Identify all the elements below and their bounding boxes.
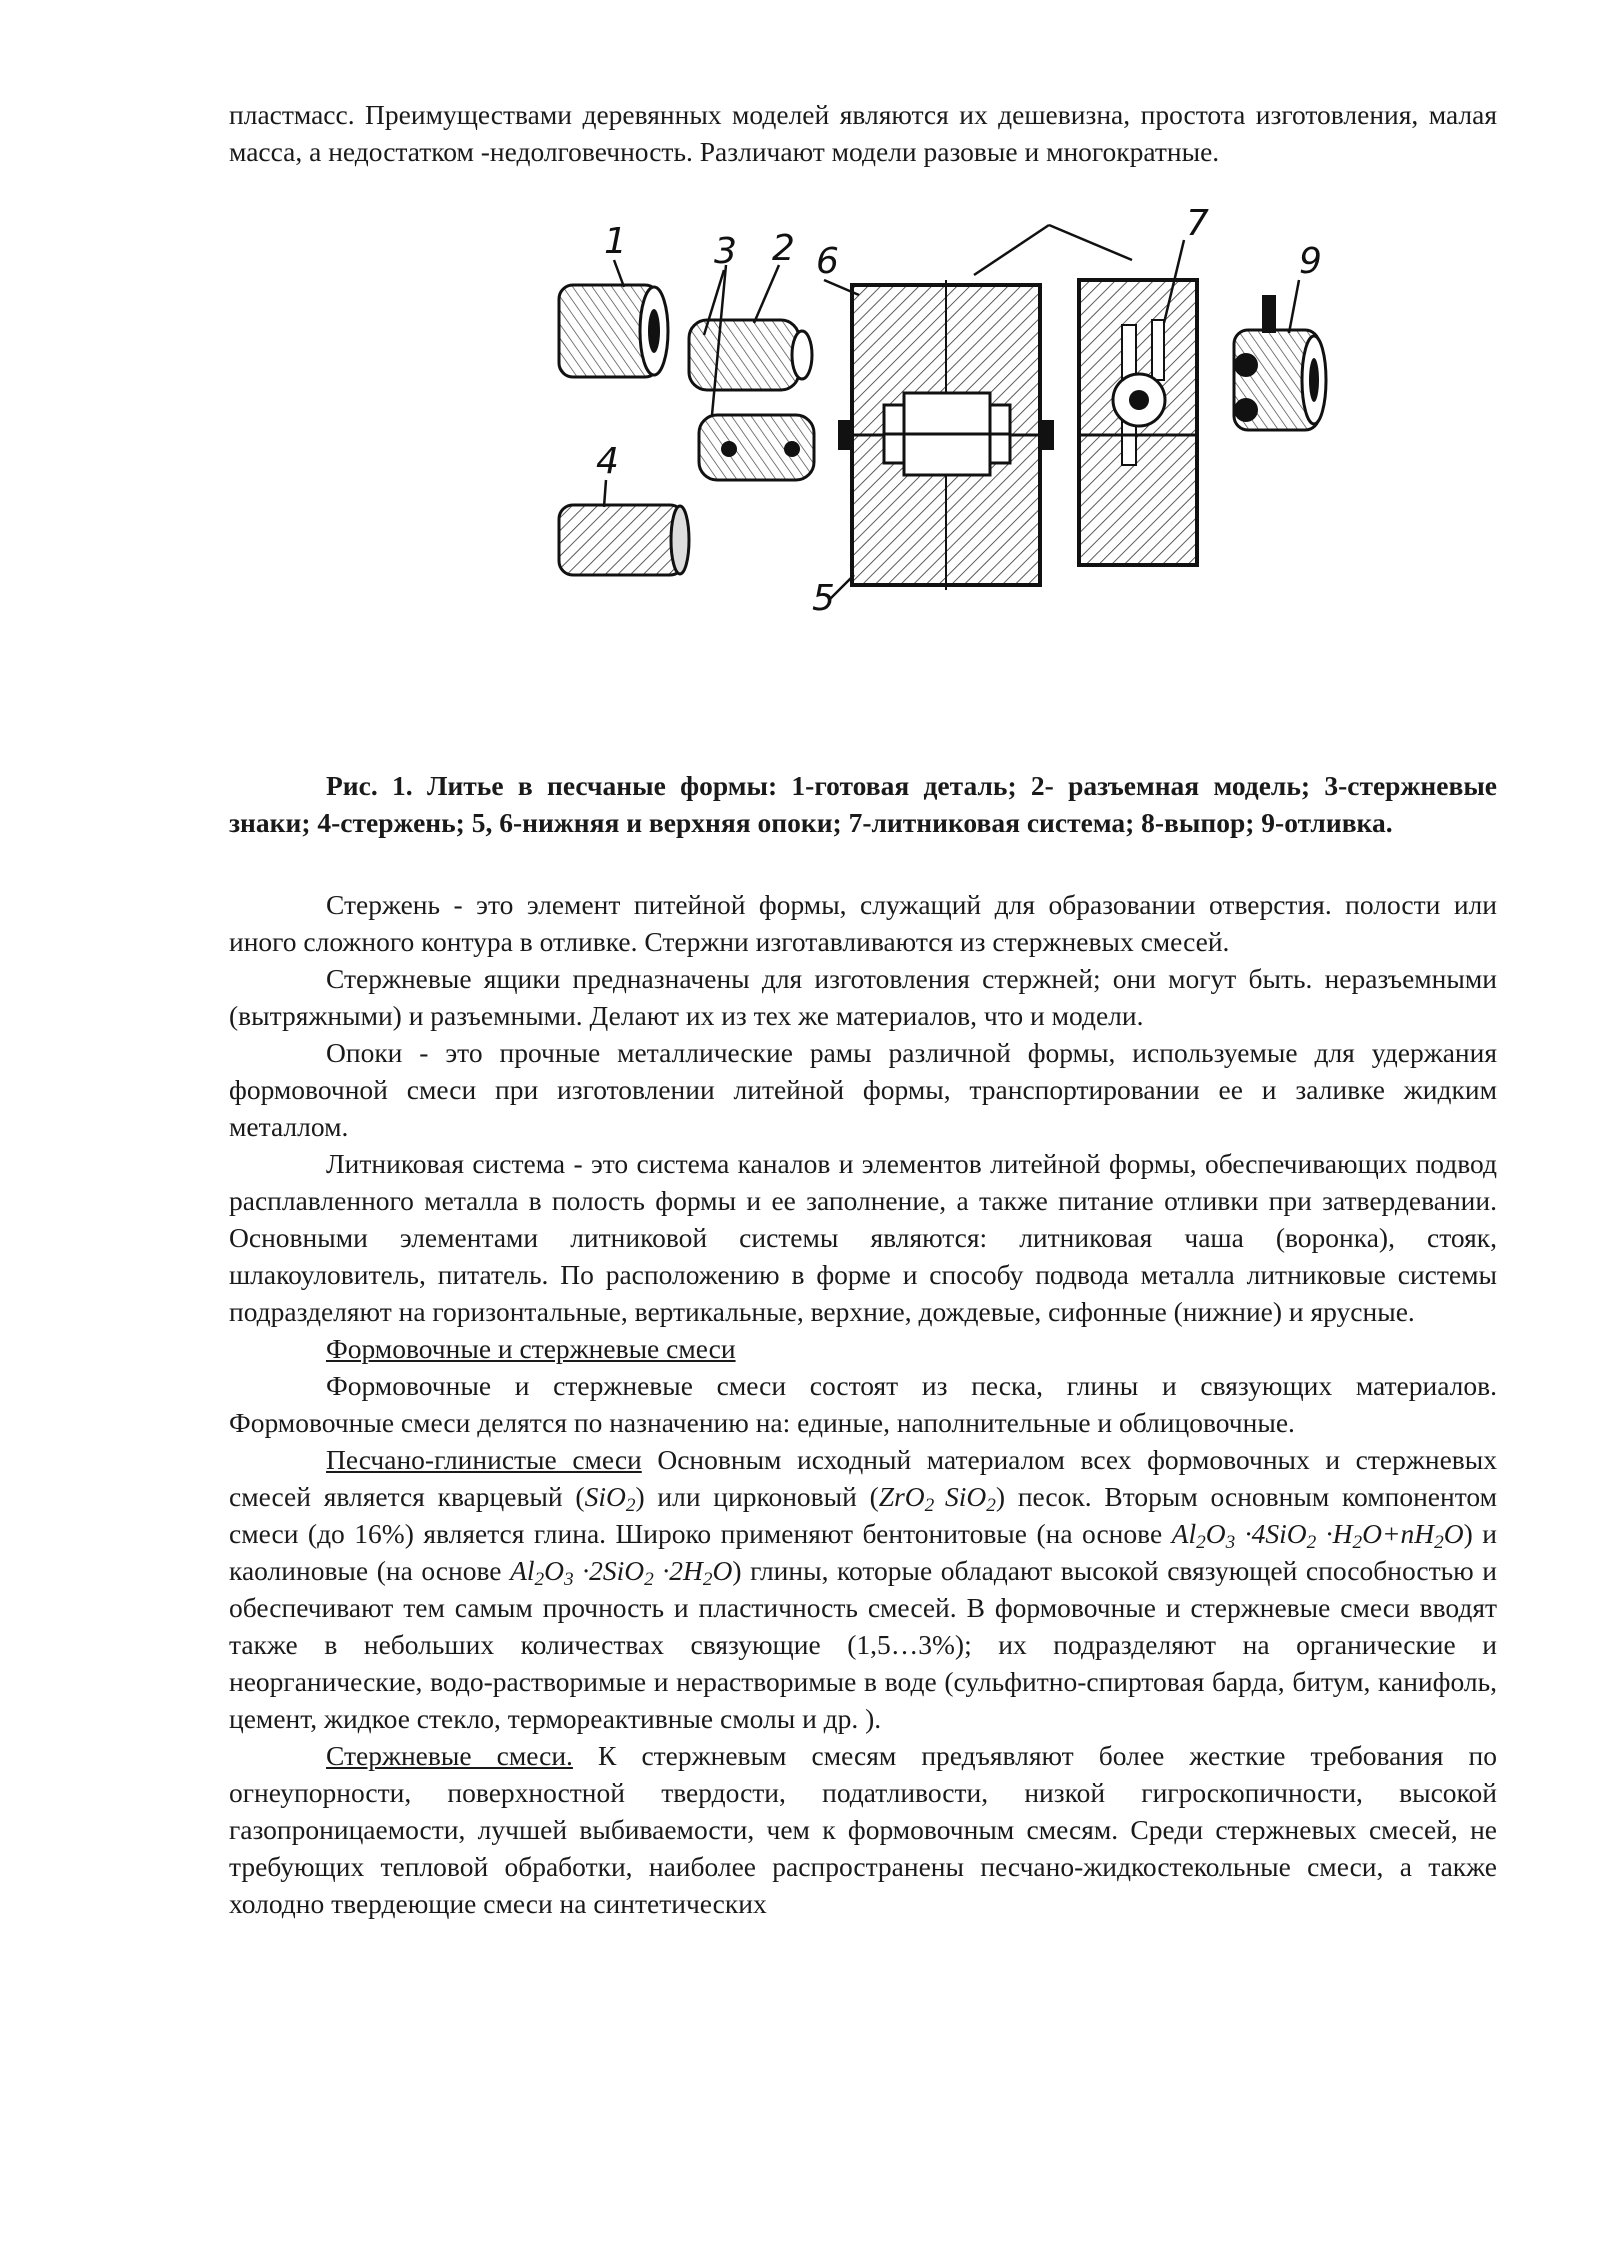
assembled-mold-drawing: [838, 280, 1054, 590]
label-5: 5: [812, 578, 835, 615]
figure-sand-casting: [229, 170, 1497, 740]
paragraph-core: Стержень - это элемент питейной формы, служащий для образовании отверстия. полости или иного сложного контура в отливке. Стержни изготавливаются из стержневых смесей.: [229, 889, 1497, 957]
split-pattern-drawing: [689, 320, 814, 480]
heading-core-mixtures: Стержневые смеси.: [326, 1740, 573, 1771]
section-heading-molding-mixtures: [229, 1330, 1497, 1367]
label-3: 3: [714, 231, 737, 272]
paragraph-gating-system: Литниковая система - это система каналов и элементов литейной формы, обеспечивающих подвод расплавленного металла в полость формы и ее заполнение, а также питание отливки при затвердевании. Основными элементами литниковой системы являются: литниковая чаша (воронка), стояк, шлакоуловитель, питатель. По расположению в форме и способу подвода металла литниковые системы подразделяют на горизонтальные, вертикальные, верхние, дождевые, сифонные (нижние) и ярусные.: [229, 1148, 1497, 1327]
label-9: 9: [1299, 241, 1322, 282]
heading-sand-clay: Песчано-глинистые смеси: [326, 1444, 642, 1475]
paragraph-flasks: Опоки - это прочные металлические рамы различной формы, используемые для удержания формовочной смеси при изготовлении литейной формы, транспортировании ее и заливке жидким металлом.: [229, 1037, 1497, 1142]
label-4: 4: [596, 441, 619, 482]
label-7: 7: [1186, 205, 1209, 244]
paragraph-sand-clay: Песчано-глинистые смеси Основным исходный материалом всех формовочных и стержневых смесей является кварцевый (SiO$_2$) или цирконовый (ZrO$_2$ SiO$_2$) песок. Вторым основным компонентом смеси (до 16%) является глина. Широко применяют бентонитовые (на основе $Al_2O_3 \cdot 4SiO_2 \cdot H_2O+nH_2O$) и каолиновые (на основе $Al_2O_3 \cdot 2SiO_2 \cdot 2H_2O$) глины, которые обладают высокой связующей способностью и обеспечивают тем самым прочность и пластичность смесей. В формовочные и стержневые смеси вводят также в небольших количествах связующие (1,5…3%); их подразделяют на органические и неорганические, водо-растворимые и нерастворимые в воде (сульфитно-спиртовая барда, битум, канифоль, цемент, жидкое стекло, термореактивные смолы и др. ).: [229, 1444, 1498, 1734]
mold-with-gating-drawing: [1079, 280, 1197, 565]
core-drawing: [559, 505, 689, 575]
casting-drawing: [1234, 295, 1326, 430]
label-1: 1: [604, 221, 627, 262]
label-2: 2: [772, 228, 795, 269]
casting-diagram: [554, 205, 1334, 615]
paragraph-molding-mixtures: Формовочные и стержневые смеси состоят из песка, глины и связующих материалов. Формовочные смеси делятся по назначению на: единые, наполнительные и облицовочные.: [229, 1370, 1497, 1438]
document-page: [229, 96, 1497, 1922]
label-6: 6: [816, 241, 839, 282]
paragraph-core-boxes: Стержневые ящики предназначены для изготовления стержней; они могут быть. неразъемными (вытряжными) и разъемными. Делают их из тех же материалов, что и модели.: [229, 963, 1497, 1031]
heading-text: Формовочные и стержневые смеси: [326, 1333, 736, 1364]
figure-caption: Рис. 1. Литье в песчаные формы: 1-готовая деталь; 2- разъемная модель; 3-стержневые знаки; 4-стержень; 5, 6-нижняя и верхняя опоки; 7-литниковая система; 8-выпор; 9-отливка.: [229, 770, 1497, 838]
paragraph-core-mixtures: Стержневые смеси. К стержневым смесям предъявляют более жесткие требования по огнеупорности, поверхностной твердости, податливости, низкой гигроскопичности, высокой газопроницаемости, лучшей выбиваемости, чем к формовочным смесям. Среди стержневых смесей, не требующих тепловой обработки, наиболее распространены песчано-жидкостекольные смеси, а также холодно твердеющие смеси на синтетических: [229, 1740, 1498, 1919]
intro-paragraph: пластмасс. Преимуществами деревянных моделей являются их дешевизна, простота изготовления, малая масса, а недостатком -недолговечность. Различают модели разовые и многократные.: [229, 99, 1497, 167]
finished-part-drawing: [559, 285, 668, 377]
